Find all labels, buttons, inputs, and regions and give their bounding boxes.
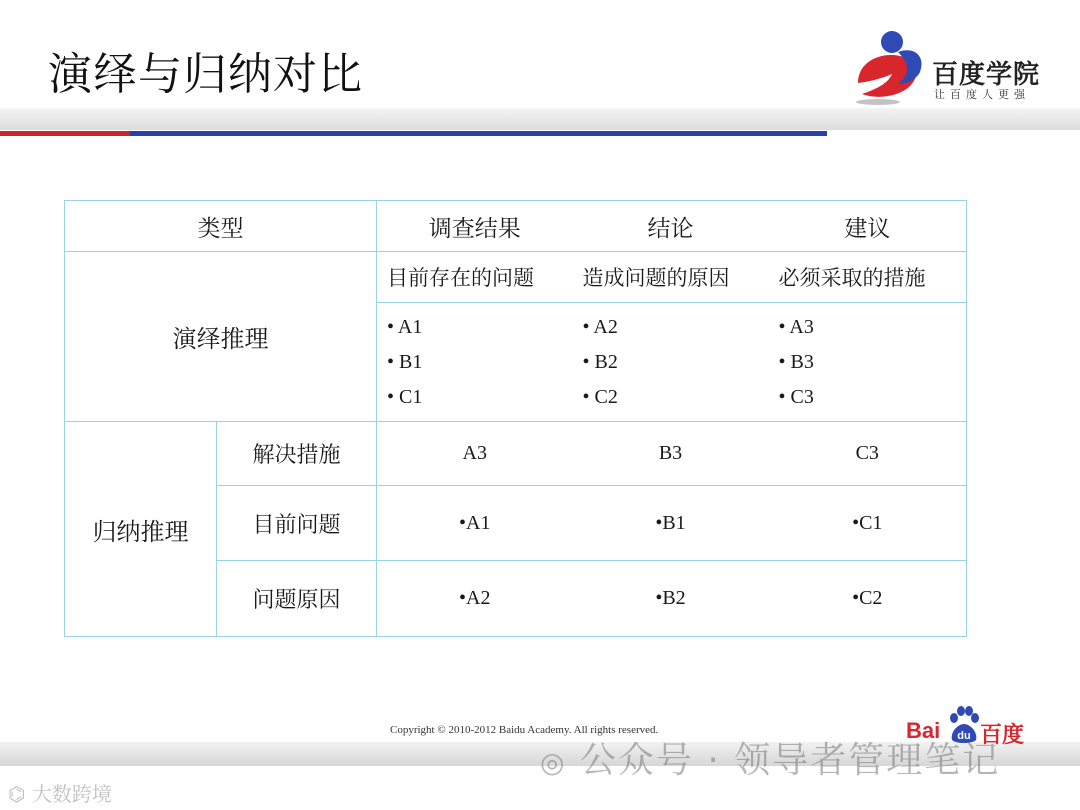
bullet-item: • C2 bbox=[582, 385, 618, 408]
table-cell: B3 bbox=[573, 422, 769, 486]
copyright-text: Copyright © 2010-2012 Baidu Academy. All rights reserved. bbox=[390, 724, 659, 736]
bullet-item: • C1 bbox=[387, 385, 423, 408]
header-suggestion: 建议 bbox=[769, 201, 967, 252]
table-cell: A3 bbox=[377, 422, 573, 486]
academy-name: 百度学院 bbox=[932, 60, 1041, 90]
wechat-icon: ◎ bbox=[540, 746, 567, 779]
deductive-subheader: 目前存在的问题 bbox=[377, 252, 573, 303]
academy-emblem-icon bbox=[848, 28, 932, 108]
table-cell: •B2 bbox=[573, 561, 769, 637]
bullet-item: • A1 bbox=[387, 315, 423, 338]
deductive-bullets-conclusion bbox=[573, 303, 769, 422]
bullet-item: • A3 bbox=[778, 315, 814, 338]
table-cell: C3 bbox=[769, 422, 967, 486]
inductive-label: 归纳推理 bbox=[65, 422, 217, 637]
baidu-academy-logo bbox=[848, 28, 1058, 108]
watermark-wechat bbox=[540, 732, 1000, 783]
deductive-bullets-suggestion bbox=[769, 303, 967, 422]
table-cell: •B1 bbox=[573, 486, 769, 561]
page-title: 演绎与归纳对比 bbox=[48, 49, 363, 100]
baidu-logo-du: du bbox=[957, 730, 971, 742]
bullet-item: • B1 bbox=[387, 350, 423, 373]
baidu-logo-text-cn: 百度 bbox=[980, 723, 1025, 748]
watermark-main-text: 公众号 · 领导者管理笔记 bbox=[579, 740, 1001, 781]
header-band bbox=[0, 108, 1080, 130]
deductive-bullets-findings bbox=[377, 303, 573, 422]
deductive-subheader: 造成问题的原因 bbox=[573, 252, 769, 303]
deductive-subheader-row bbox=[65, 252, 967, 303]
table-cell: •C2 bbox=[769, 561, 967, 637]
table-cell: •A2 bbox=[377, 561, 573, 637]
inductive-row-label: 目前问题 bbox=[217, 486, 377, 561]
inductive-row-label: 问题原因 bbox=[217, 561, 377, 637]
header-conclusion: 结论 bbox=[573, 201, 769, 252]
header-accent-blue bbox=[130, 131, 827, 136]
table-cell: •C1 bbox=[769, 486, 967, 561]
table-header-row bbox=[65, 201, 967, 252]
bullet-item: • C3 bbox=[778, 385, 814, 408]
bullet-item: • A2 bbox=[582, 315, 618, 338]
watermark-small-text: 大数跨境 bbox=[31, 782, 112, 806]
academy-slogan: 让百度人更强 bbox=[934, 88, 1030, 101]
deductive-subheader: 必须采取的措施 bbox=[769, 252, 967, 303]
header-findings: 调查结果 bbox=[377, 201, 573, 252]
header-type: 类型 bbox=[65, 201, 377, 252]
table-cell: •A1 bbox=[377, 486, 573, 561]
baidu-logo-text-en: Bai bbox=[906, 718, 941, 743]
inductive-row-label: 解决措施 bbox=[217, 422, 377, 486]
deductive-label: 演绎推理 bbox=[65, 252, 377, 422]
bullet-item: • B2 bbox=[582, 350, 618, 373]
bullet-item: • B3 bbox=[778, 350, 814, 373]
inductive-row-measures bbox=[65, 422, 967, 486]
header-accent-red bbox=[0, 131, 130, 136]
comparison-table bbox=[64, 200, 967, 637]
watermark-logo-icon: ⌬ bbox=[8, 782, 26, 806]
watermark-small bbox=[8, 778, 112, 807]
